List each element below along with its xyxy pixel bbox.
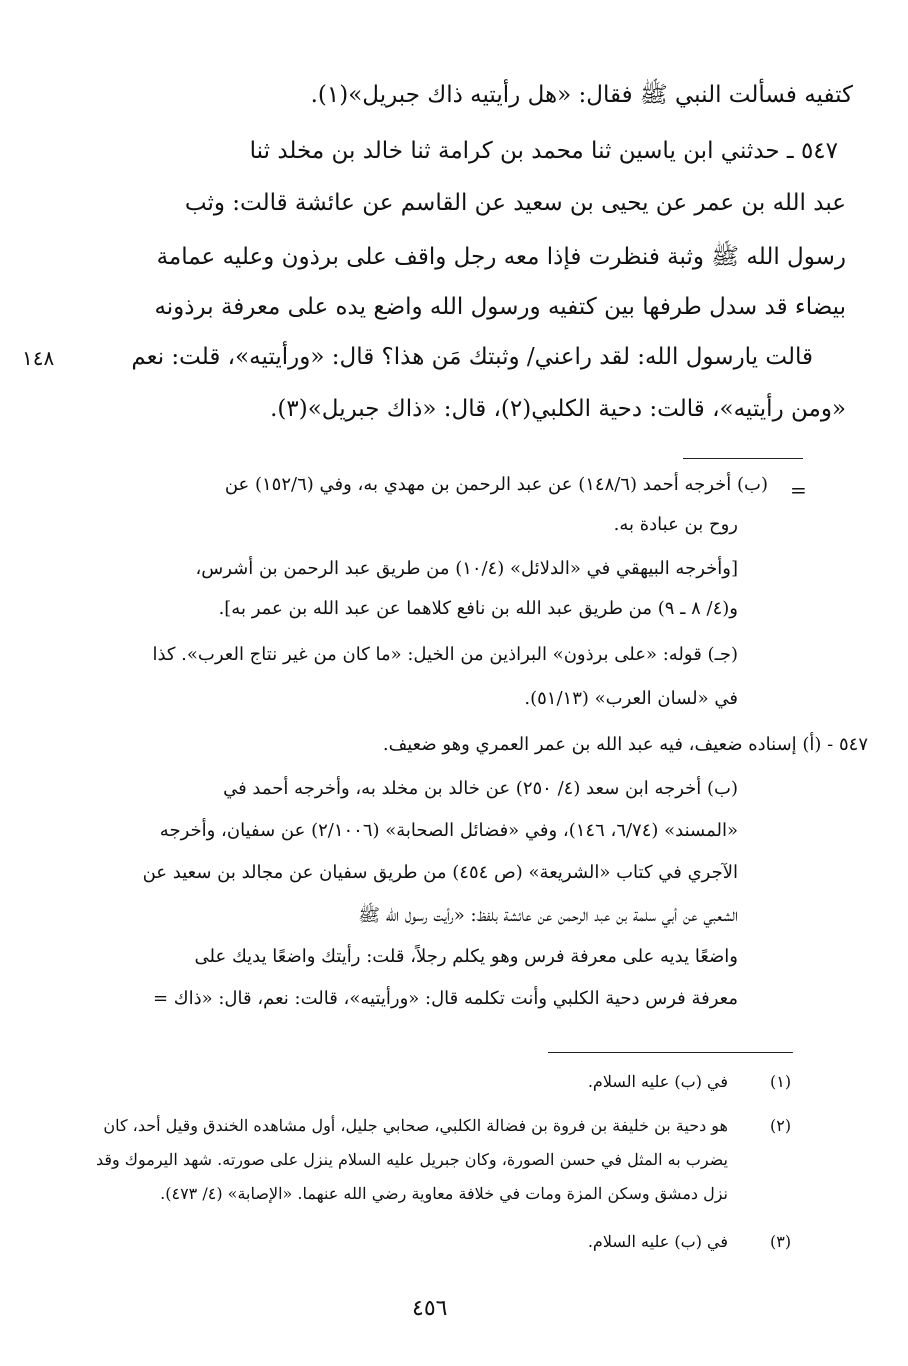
main-line: ٥٤٧ ـ حدثني ابن ياسين ثنا محمد بن كرامة ثنا خالد بن مخلد ثنا — [249, 138, 838, 164]
footnote-line: في (ب) عليه السلام. — [587, 1232, 728, 1251]
commentary-line: «المسند» (٦/٧٤، ١٤٦)، وفي «فضائل الصحابة» (٢/١٠٠٦) عن سفيان، وأخرجه — [159, 820, 738, 841]
footnote-line: يضرب به المثل في حسن الصورة، وكان جبريل عليه السلام ينزل على صورته. شهد اليرموك وقد — [95, 1150, 728, 1169]
commentary-line: الشعبي عن أبي سلمة بن عبد الرحمن عن عائشة بلفظ: «رأيت رسول الله ﷺ — [358, 905, 738, 926]
footnote-number: (٢) — [770, 1116, 792, 1135]
main-line: كتفيه فسألت النبي ﷺ فقال: «هل رأيتيه ذاك جبريل»(١). — [310, 82, 853, 108]
commentary-line: معرفة فرس دحية الكلبي وأنت تكلمه قال: «ورأيتيه»، قالت: نعم، قال: «ذاك = — [152, 988, 738, 1009]
commentary-line: [وأخرجه البيهقي في «الدلائل» (١٠/٤) من طريق عبد الرحمن بن أشرس، — [195, 558, 738, 579]
commentary-separator — [683, 458, 803, 459]
commentary-line: (ب) أخرجه ابن سعد (٤/ ٢٥٠) عن خالد بن مخلد به، وأخرجه أحمد في — [223, 778, 738, 799]
main-line: «ومن رأيتيه»، قالت: دحية الكلبي(٢)، قال: «ذاك جبريل»(٣). — [270, 396, 846, 422]
footnote-line: في (ب) عليه السلام. — [587, 1072, 728, 1091]
commentary-line: ٥٤٧ - (أ) إسناده ضعيف، فيه عبد الله بن عمر العمري وهو ضعيف. — [382, 734, 868, 755]
footnote-number: (١) — [770, 1072, 792, 1091]
main-line: بيضاء قد سدل طرفها بين كتفيه ورسول الله واضع يده على معرفة برذونه — [154, 294, 846, 320]
commentary-line: روح بن عبادة به. — [613, 514, 738, 535]
main-line: قالت يارسول الله: لقد راعني/ وثبتك مَن هذا؟ قال: «ورأيتيه»، قلت: نعم — [131, 344, 813, 370]
main-line: رسول الله ﷺ وثبة فنظرت فإذا معه رجل واقف على برذون وعليه عمامة — [156, 244, 846, 270]
footnote-number: (٣) — [770, 1232, 792, 1251]
commentary-line: و(٤/ ٨ ـ ٩) من طريق عبد الله بن نافع كلاهما عن عبد الله بن عمر به]. — [218, 598, 738, 619]
commentary-line: (ب) أخرجه أحمد (١٤٨/٦) عن عبد الرحمن بن مهدي به، وفي (١٥٢/٦) عن — [224, 474, 768, 495]
page-number: ٤٥٦ — [412, 1296, 448, 1321]
commentary-line: (جـ) قوله: «على برذون» البراذين من الخيل: «ما كان من غير نتاج العرب». كذا — [152, 644, 738, 665]
commentary-line: في «لسان العرب» (٥١/١٣). — [524, 688, 738, 709]
main-line: عبد الله بن عمر عن يحيى بن سعيد عن القاسم عن عائشة قالت: وثب — [184, 190, 846, 216]
commentary-line: واضعًا يديه على معرفة فرس وهو يكلم رجلاً، قلت: رأيتك واضعًا يديك على — [194, 946, 738, 967]
footnote-separator — [548, 1052, 793, 1053]
footnote-line: نزل دمشق وسكن المزة ومات في خلافة معاوية رضي الله عنهما. «الإصابة» (٤/ ٤٧٣). — [160, 1184, 728, 1203]
footnote-line: هو دحية بن خليفة بن فروة بن فضالة الكلبي، صحابي جليل، أول مشاهده الخندق وقيل أحد، كان — [103, 1116, 728, 1135]
continuation-mark: = — [790, 478, 807, 502]
margin-page-number: ١٤٨ — [22, 346, 55, 370]
commentary-line: الآجري في كتاب «الشريعة» (ص ٤٥٤) من طريق سفيان عن مجالد بن سعيد عن — [142, 862, 738, 883]
